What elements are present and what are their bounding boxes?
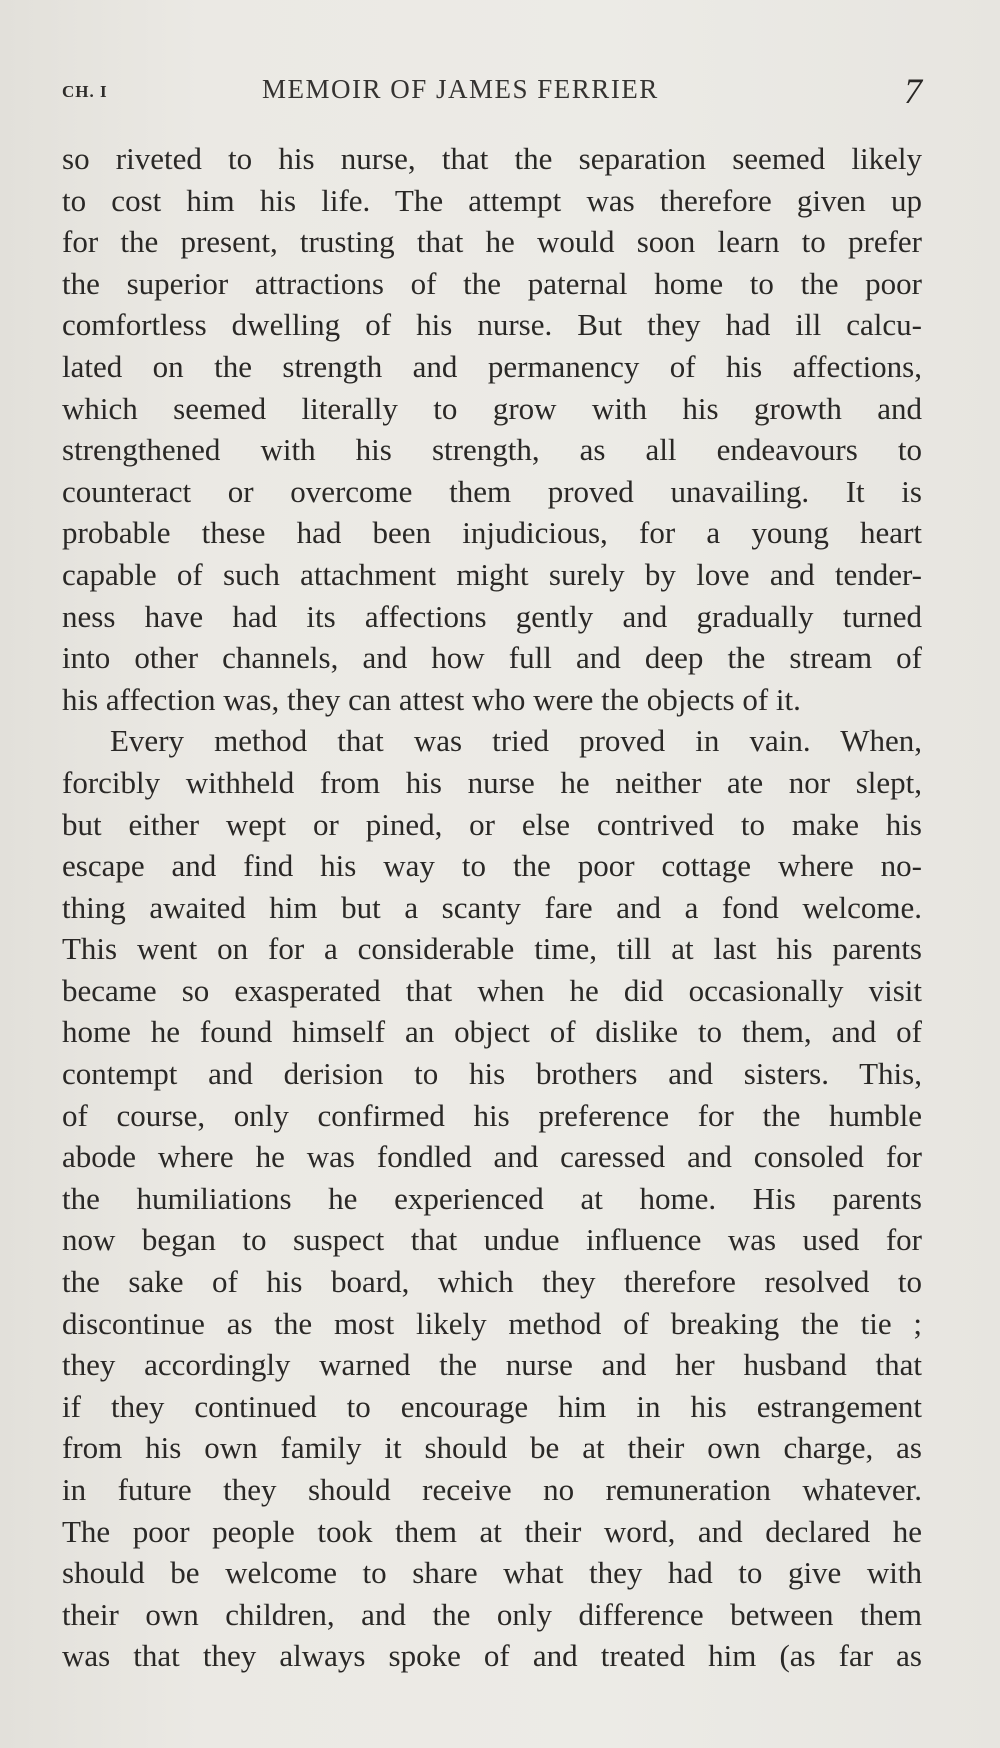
- text-line: This went on for a considerable time, till at last his parents: [62, 931, 922, 967]
- text-line: of course, only confirmed his preference for the humble: [62, 1097, 922, 1133]
- text-line: discontinue as the most likely method of breaking the tie ;: [62, 1305, 922, 1341]
- text-line: escape and find his way to the poor cottage where no-: [62, 848, 922, 884]
- text-line: counteract or overcome them proved unavailing. It is: [62, 473, 922, 509]
- text-line: capable of such attachment might surely by love and tender-: [62, 556, 922, 592]
- text-line: strengthened with his strength, as all endeavours to: [62, 432, 922, 468]
- running-title: MEMOIR OF JAMES FERRIER: [262, 74, 659, 104]
- text-line: now began to suspect that undue influence was used for: [62, 1222, 922, 1258]
- text-line: their own children, and the only difference between them: [62, 1596, 922, 1632]
- text-line: comfortless dwelling of his nurse. But they had ill calcu-: [62, 307, 922, 343]
- text-line: thing awaited him but a scanty fare and a fond welcome.: [62, 889, 922, 925]
- text-line: into other channels, and how full and deep the stream of: [62, 640, 922, 676]
- page-number: 7: [904, 71, 922, 111]
- text-line: so riveted to his nurse, that the separation seemed likely: [62, 141, 922, 176]
- text-line: should be welcome to share what they had to give with: [62, 1555, 922, 1591]
- text-line: the humiliations he experienced at home. His parents: [62, 1180, 922, 1216]
- text-line: in future they should receive no remuneration whatever.: [62, 1472, 922, 1507]
- text-line: was that they always spoke of and treated him (as far as: [62, 1638, 922, 1674]
- text-line: contempt and derision to his brothers and sisters. This,: [62, 1056, 922, 1092]
- text-line: from his own family it should be at their own charge, as: [62, 1430, 922, 1466]
- text-line: The poor people took them at their word, and declared he: [62, 1513, 922, 1549]
- text-line: became so exasperated that when he did occasionally visit: [62, 972, 922, 1008]
- text-line: his affection was, they can attest who were the objects of it.: [62, 681, 801, 717]
- text-line: if they continued to encourage him in his estrangement: [62, 1388, 922, 1424]
- text-line: they accordingly warned the nurse and her husband that: [62, 1347, 922, 1383]
- text-line: home he found himself an object of dislike to them, and of: [62, 1014, 922, 1050]
- text-line: lated on the strength and permanency of his affections,: [62, 348, 922, 384]
- body-text: [62, 138, 922, 1677]
- paragraph-start-line: Every method that was tried proved in vain. When,: [110, 723, 922, 759]
- text-line: abode where he was fondled and caressed and consoled for: [62, 1139, 922, 1175]
- text-line: to cost him his life. The attempt was therefore given up: [62, 182, 922, 218]
- text-line: but either wept or pined, or else contrived to make his: [62, 806, 922, 842]
- text-line: the superior attractions of the paternal home to the poor: [62, 265, 922, 301]
- text-line: the sake of his board, which they therefore resolved to: [62, 1264, 922, 1300]
- text-line: ness have had its affections gently and gradually turned: [62, 598, 922, 634]
- text-line: for the present, trusting that he would soon learn to prefer: [62, 224, 922, 260]
- page-header: [62, 70, 922, 110]
- text-line: which seemed literally to grow with his growth and: [62, 390, 922, 426]
- chapter-label: CH. I: [62, 82, 108, 101]
- text-line: probable these had been injudicious, for a young heart: [62, 515, 922, 551]
- text-line: forcibly withheld from his nurse he neither ate nor slept,: [62, 764, 922, 800]
